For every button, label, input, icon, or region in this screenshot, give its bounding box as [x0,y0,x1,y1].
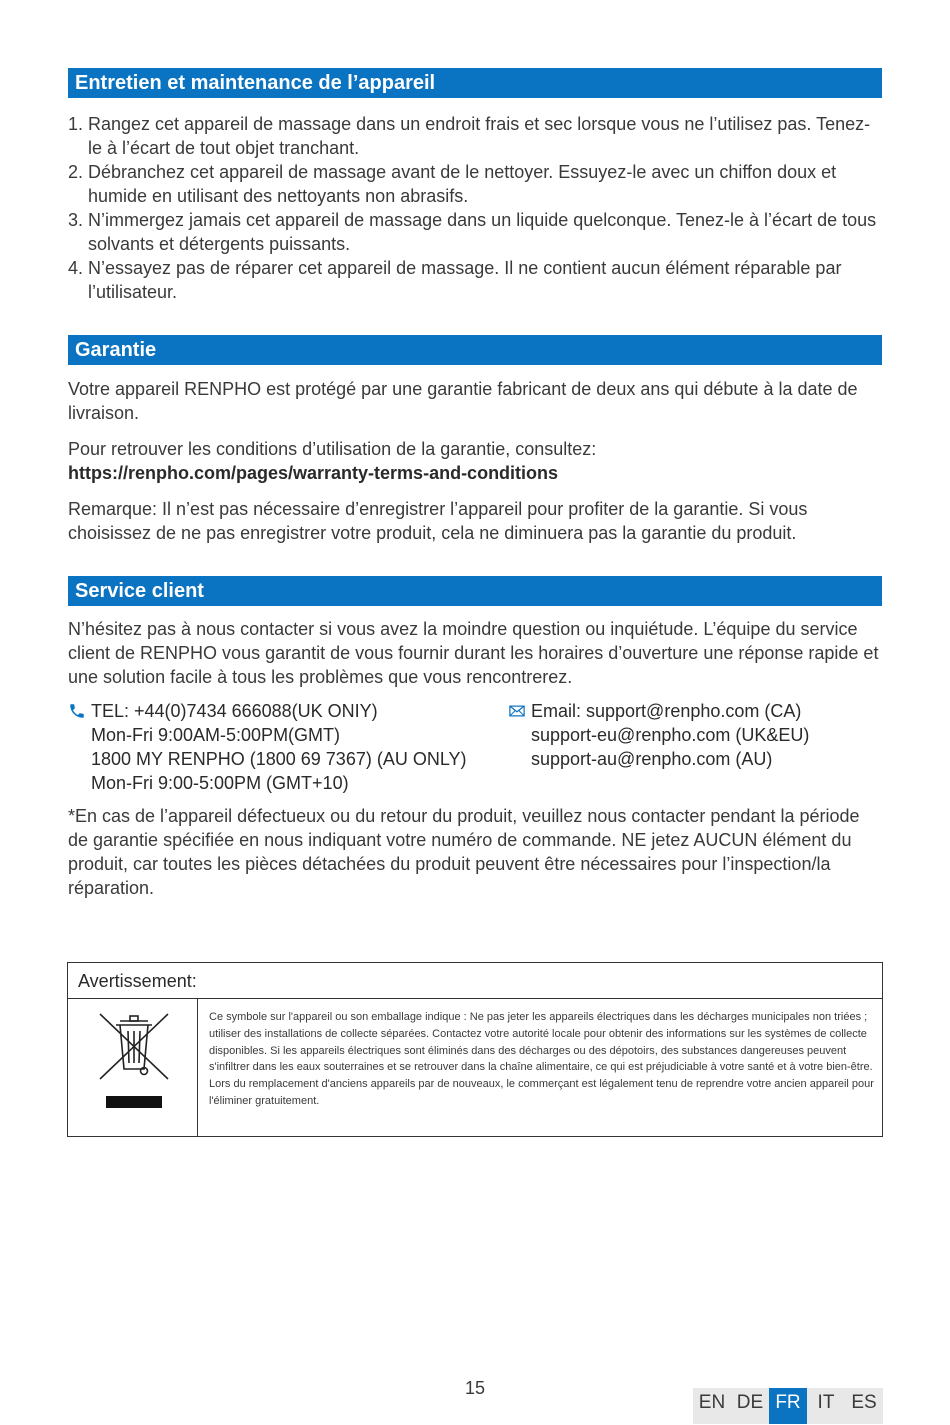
warranty-terms-link[interactable]: https://renpho.com/pages/warranty-terms-and-conditions [68,463,559,483]
maintenance-heading: Entretien et maintenance de l’appareil [68,68,882,98]
phone-contact [68,699,467,795]
envelope-icon [508,702,526,720]
lang-tab-es[interactable]: ES [845,1388,883,1424]
phone-hours-au: Mon-Fri 9:00-5:00PM (GMT+10) [91,773,349,793]
phone-line: TEL: +44(0)7434 666088(UK ONIY) [91,701,378,721]
warning-title: Avertissement: [68,963,882,999]
service-heading: Service client [68,576,882,606]
weee-symbol-cell [68,999,198,1136]
phone-line-au: 1800 MY RENPHO (1800 69 7367) (AU ONLY) [91,749,467,769]
warranty-note: Remarque: Il n’est pas nécessaire d’enregistrer l’appareil pour profiter de la garantie. Si vous choisissez de ne pas enregistrer votre produit, cela ne diminuera pas la garantie du produit. [68,499,808,543]
service-intro: N’hésitez pas à nous contacter si vous avez la moindre question ou inquiétude. L’équipe du service client de RENPHO vous garantit de vous fournir durant les horaires d’ouverture une réponse rapide et une solution facile à tous les problèmes que vous rencontrerez. [68,619,879,687]
language-switcher [693,1388,883,1424]
page-number: 15 [464,1378,486,1398]
lang-tab-de[interactable]: DE [731,1388,769,1424]
warranty-paragraph: Votre appareil RENPHO est protégé par une garantie fabricant de deux ans qui débute à la date de livraison. [68,379,858,423]
email-eu[interactable]: support-eu@renpho.com (UK&EU) [531,725,810,745]
maintenance-list [68,112,884,304]
list-item: 4. N’essayez pas de réparer cet appareil de massage. Il ne contient aucun élément réparable par l’utilisateur. [68,258,842,302]
lang-tab-en[interactable]: EN [693,1388,731,1424]
warning-text: Ce symbole sur l'appareil ou son emballage indique : Ne pas jeter les appareils électriques dans les décharges municipales non triées ; utiliser des installations de collecte séparées. Contactez votre autorité locale pour obtenir des informations sur les systèmes de collecte disponibles. Si les appareils électriques sont éliminés dans des décharges ou des dépotoirs, des substances dangereuses peuvent s'infiltrer dans les eaux souterraines et se retrouver dans la chaîne alimentaire, ce qui est préjudiciable à votre santé et à votre bien-être. Lors du remplacement d'anciens appareils par de nouveaux, le commerçant est légalement tenu de reprendre votre ancien appareil pour l'éliminer gratuitement. [209,1011,874,1107]
service-footnote: *En cas de l’appareil défectueux ou du retour du produit, veuillez nous contacter pendant la période de garantie spécifiée en nous indiquant votre numéro de commande. NE jetez AUCUN élément du produit, car toutes les pièces détachées du produit peuvent être nécessaires pour l’inspection/la réparation. [68,806,860,898]
weee-bin-icon [68,999,198,1136]
list-item: 2. Débranchez cet appareil de massage avant de le nettoyer. Essuyez-le avec un chiffon doux et humide en utilisant des nettoyants non abrasifs. [68,162,837,206]
warning-box [67,962,883,1137]
email-ca[interactable]: Email: support@renpho.com (CA) [531,701,802,721]
email-contact [508,699,809,771]
warranty-heading: Garantie [68,335,882,365]
phone-hours: Mon-Fri 9:00AM-5:00PM(GMT) [91,725,341,745]
lang-tab-fr[interactable]: FR [769,1388,807,1424]
lang-tab-it[interactable]: IT [807,1388,845,1424]
warranty-conditions-paragraph: Pour retrouver les conditions d’utilisation de la garantie, consultez: https://renpho.com/pages/warranty-terms-and-conditions [68,439,597,483]
list-item: 3. N’immergez jamais cet appareil de massage dans un liquide quelconque. Tenez-le à l’écart de tous solvants et détergents puissants. [68,210,877,254]
phone-icon [68,702,86,720]
list-item: 1. Rangez cet appareil de massage dans un endroit frais et sec lorsque vous ne l’utilisez pas. Tenez-le à l’écart de tout objet tranchant. [68,114,871,158]
email-au[interactable]: support-au@renpho.com (AU) [531,749,773,769]
